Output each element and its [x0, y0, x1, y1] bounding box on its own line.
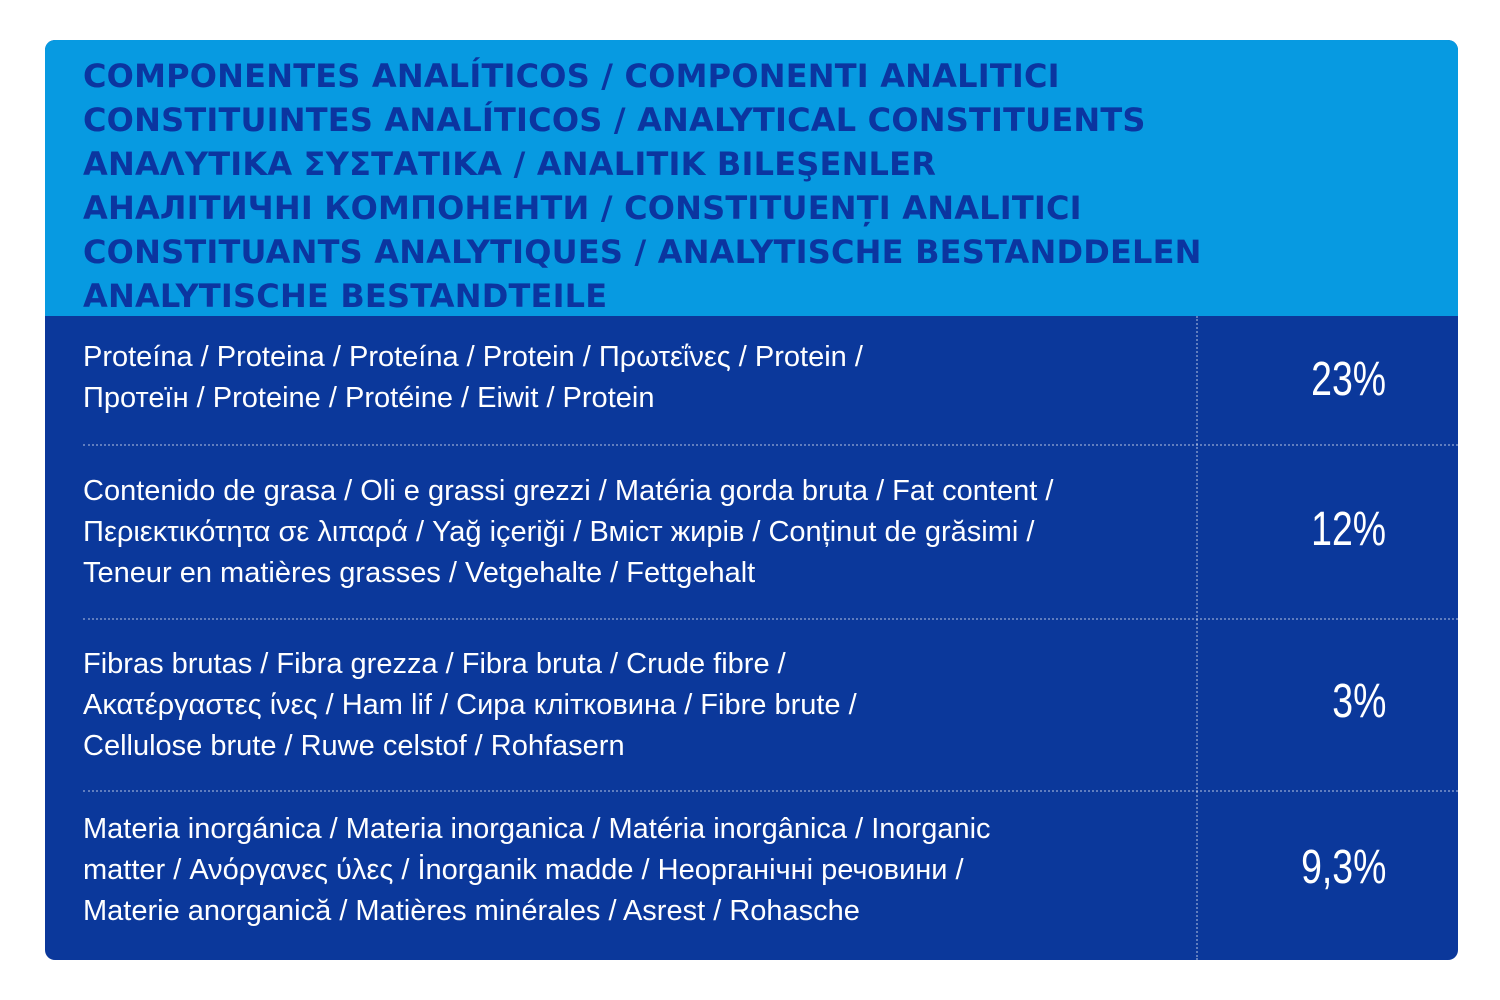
table-row-fibre [45, 618, 1458, 790]
row-label-line: Materie anorganică / Matières minérales / Asrest / Rohasche [83, 895, 860, 927]
row-label-line: matter / Ανόργανες ύλες / İnorganik madde / Неорганічні речовини / [83, 854, 964, 886]
row-label-line: Fibras brutas / Fibra grezza / Fibra bruta / Crude fibre / [83, 648, 786, 680]
row-value: 12% [1311, 503, 1386, 556]
row-label-line: Teneur en matières grasses / Vetgehalte / Fettgehalt [83, 557, 756, 589]
row-value: 3% [1331, 675, 1386, 728]
row-label [83, 809, 991, 932]
header-line: ΑΝΑΛΥΤΙΚΑ ΣΥΣΤΑΤΙΚΑ / ANALITIK BILEŞENLER [83, 145, 937, 183]
row-label-line: Ακατέργαστες ίνες / Ham lif / Сира клітковина / Fibre brute / [83, 689, 857, 721]
row-label [83, 471, 1053, 594]
header-title [83, 54, 1202, 318]
row-label-line: Протеїн / Proteine / Protéine / Eiwit / Protein [83, 382, 655, 414]
table-row-protein [45, 316, 1458, 444]
row-label [83, 644, 857, 767]
row-label-line: Περιεκτικότητα σε λιπαρά / Yağ içeriği / Вміст жирів / Conținut de grăsimi / [83, 516, 1035, 548]
table-header [45, 40, 1458, 316]
row-label-line: Contenido de grasa / Oli e grassi grezzi / Matéria gorda bruta / Fat content / [83, 475, 1054, 507]
analytical-constituents-table [45, 40, 1458, 960]
table-row-fat [45, 444, 1458, 618]
header-line: ANALYTISCHE BESTANDTEILE [83, 277, 608, 315]
row-label-line: Materia inorgánica / Materia inorganica / Matéria inorgânica / Inorganic [83, 813, 991, 845]
header-line: COMPONENTES ANALÍTICOS / COMPONENTI ANALITICI [83, 57, 1060, 95]
row-value: 23% [1311, 353, 1386, 406]
header-line: CONSTITUANTS ANALYTIQUES / ANALYTISCHE BESTANDDELEN [83, 233, 1202, 271]
header-line: CONSTITUINTES ANALÍTICOS / ANALYTICAL CONSTITUENTS [83, 101, 1146, 139]
row-label-line: Cellulose brute / Ruwe celstof / Rohfasern [83, 730, 625, 762]
table-row-inorganic [45, 790, 1458, 960]
row-value: 9,3% [1300, 841, 1386, 894]
row-label-line: Proteína / Proteina / Proteína / Protein / Πρωτεΐνες / Protein / [83, 341, 863, 373]
header-line: АНАЛІТИЧНІ КОМПОНЕНТИ / CONSTITUENȚI ANALITICI [83, 189, 1082, 227]
row-label [83, 337, 863, 419]
